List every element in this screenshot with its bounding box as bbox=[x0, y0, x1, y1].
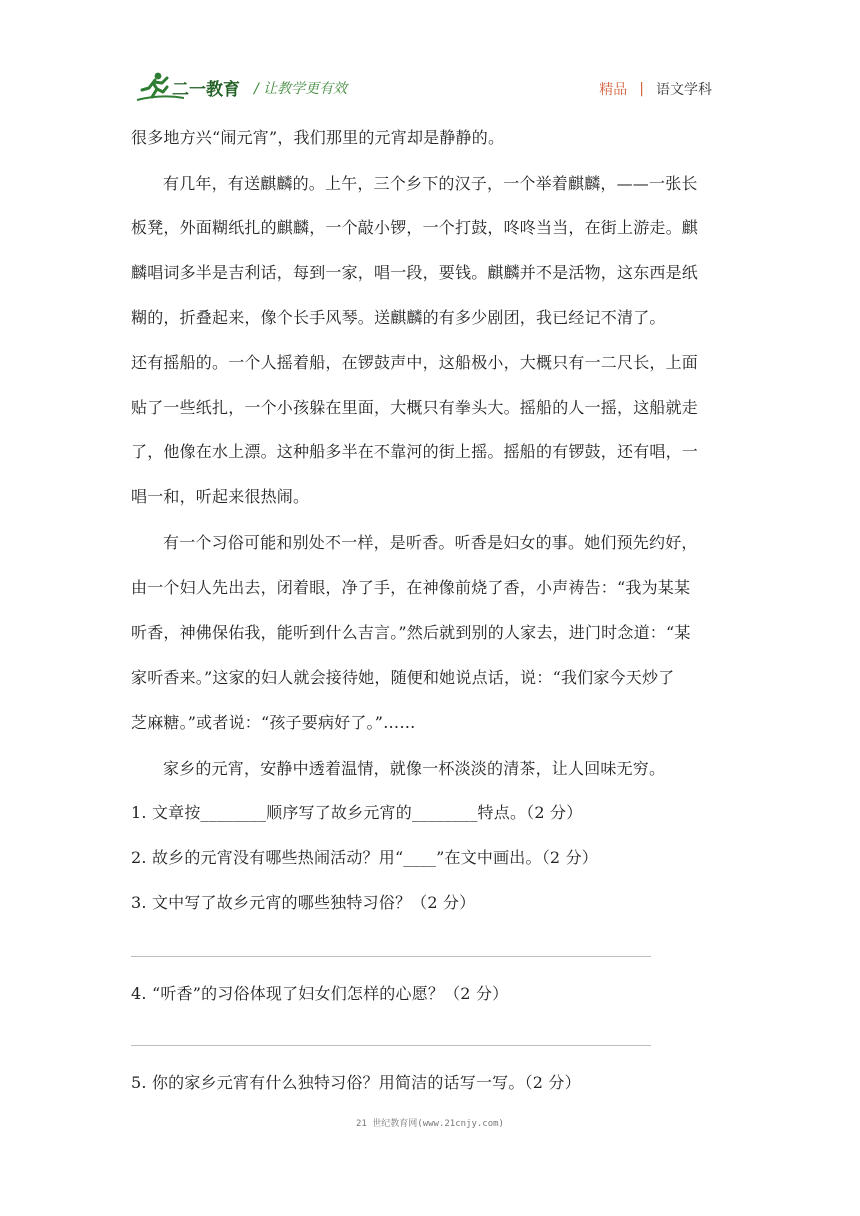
text-line: 还有摇船的。一个人摇着船，在锣鼓声中，这船极小，大概只有一二尺长，上面 bbox=[131, 353, 699, 372]
text-line: 有一个习俗可能和别处不一样，是听香。听香是妇女的事。她们预先约好， bbox=[163, 533, 698, 552]
question-5: 5. 你的家乡元宵有什么独特习俗？用简洁的话写一写。（2 分） bbox=[131, 1073, 581, 1092]
text-line: 家听香来。”这家的妇人就会接待她，随便和她说点话，说：“我们家今天炒了 bbox=[131, 668, 675, 687]
question-4: 4. “听香”的习俗体现了妇女们怎样的心愿？（2 分） bbox=[131, 984, 509, 1003]
logo bbox=[136, 70, 246, 104]
page-footer: 21 世纪教育网(www.21cnjy.com) bbox=[356, 1119, 504, 1129]
text-line: 麟唱词多半是吉利话，每到一家，唱一段，要钱。麒麟并不是活物，这东西是纸 bbox=[131, 263, 699, 282]
subject-label: 语文学科 bbox=[656, 82, 712, 98]
text-line: 板凳，外面糊纸扎的麒麟，一个敲小锣，一个打鼓，咚咚当当，在街上游走。麒 bbox=[131, 218, 699, 237]
text-line: 唱一和，听起来很热闹。 bbox=[131, 487, 310, 506]
svg-text:二一教育: 二一教育 bbox=[172, 80, 240, 100]
running-man-logo-icon bbox=[136, 70, 246, 104]
text-line: 家乡的元宵，安静中透着温情，就像一杯淡淡的清茶，让人回味无穷。 bbox=[163, 759, 666, 778]
answer-line[interactable] bbox=[131, 1045, 651, 1046]
slogan: / 让教学更有效 bbox=[254, 81, 348, 97]
question-1: 1. 文章按________顺序写了故乡元宵的________特点。（2 分） bbox=[131, 803, 583, 822]
header-separator: | bbox=[639, 81, 644, 97]
text-line: 了，他像在水上漂。这种船多半在不靠河的街上摇。摇船的有锣鼓，还有唱，一 bbox=[131, 442, 699, 461]
premium-badge: 精品 bbox=[599, 82, 628, 98]
page-header bbox=[0, 0, 860, 120]
text-line: 很多地方兴“闹元宵”，我们那里的元宵却是静静的。 bbox=[131, 128, 505, 147]
header-right bbox=[599, 79, 712, 99]
text-line: 有几年，有送麒麟的。上午，三个乡下的汉子，一个举着麒麟，——一张长 bbox=[163, 174, 698, 193]
text-line: 听香，神佛保佑我，能听到什么吉言。”然后就到别的人家去，进门时念道：“某 bbox=[131, 623, 691, 642]
text-line: 由一个妇人先出去，闭着眼，净了手，在神像前烧了香，小声祷告：“我为某某 bbox=[131, 578, 691, 597]
text-line: 贴了一些纸扎，一个小孩躲在里面，大概只有拳头大。摇船的人一摇，这船就走 bbox=[131, 398, 699, 417]
text-line: 糊的，折叠起来，像个长手风琴。送麒麟的有多少剧团，我已经记不清了。 bbox=[131, 308, 666, 327]
question-2: 2. 故乡的元宵没有哪些热闹活动？用“____”在文中画出。（2 分） bbox=[131, 848, 598, 867]
question-3: 3. 文中写了故乡元宵的哪些独特习俗？（2 分） bbox=[131, 893, 476, 912]
text-line: 芝麻糖。”或者说：“孩子要病好了。”…… bbox=[131, 713, 416, 732]
answer-line[interactable] bbox=[131, 956, 651, 957]
